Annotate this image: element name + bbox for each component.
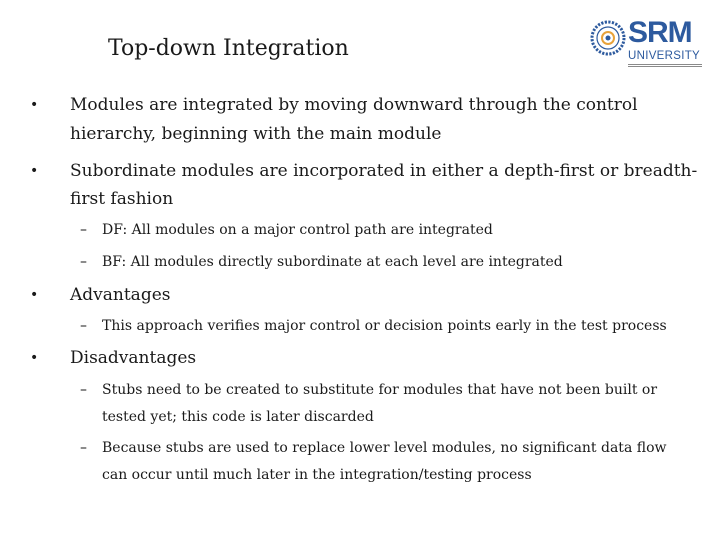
bullet-text: hierarchy, beginning with the main module (70, 124, 442, 144)
sub-bullet-marker: – (80, 318, 87, 334)
university-seal-icon (590, 20, 626, 56)
sub-bullet-text: BF: All modules directly subordinate at each level are integrated (102, 254, 563, 270)
logo-tagline-rule (628, 64, 702, 67)
bullet-marker: • (30, 163, 39, 179)
sub-bullet-text: can occur until much later in the integration/testing process (102, 467, 532, 483)
logo-subtitle: UNIVERSITY (628, 50, 701, 62)
bullet-text: Advantages (70, 285, 171, 305)
bullet-text: first fashion (70, 189, 174, 209)
bullet-text: Subordinate modules are incorporated in either a depth-first or breadth- (70, 161, 698, 181)
bullet-text: Disadvantages (70, 348, 197, 368)
sub-bullet-text: DF: All modules on a major control path are integrated (102, 222, 493, 238)
sub-bullet-text: This approach verifies major control or decision points early in the test process (102, 318, 667, 334)
bullet-marker: • (30, 97, 39, 113)
sub-bullet-marker: – (80, 254, 87, 270)
sub-bullet-text: Stubs need to be created to substitute for modules that have not been built or (102, 382, 658, 398)
sub-bullet-marker: – (80, 382, 87, 398)
srm-university-logo (590, 16, 702, 76)
bullet-marker: • (30, 350, 39, 366)
bullet-text: Modules are integrated by moving downward through the control (70, 95, 638, 115)
sub-bullet-marker: – (80, 222, 87, 238)
sub-bullet-text: tested yet; this code is later discarded (102, 409, 374, 425)
sub-bullet-text: Because stubs are used to replace lower level modules, no significant data flow (102, 440, 667, 456)
bullet-marker: • (30, 287, 39, 303)
logo-wordmark: SRM (628, 16, 692, 49)
slide-title: Top-down Integration (108, 36, 349, 61)
sub-bullet-marker: – (80, 440, 87, 456)
